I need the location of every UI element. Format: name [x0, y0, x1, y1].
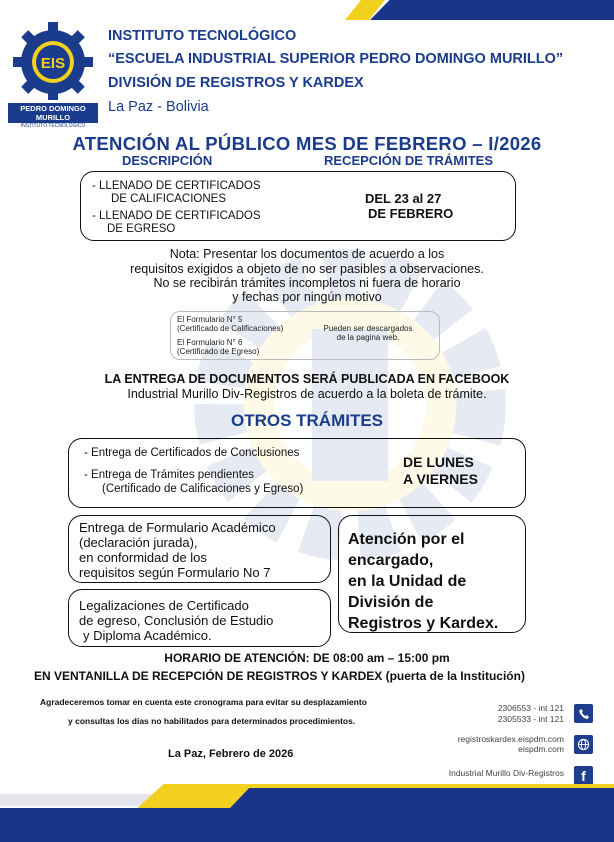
- note-line-4: y fechas por ningún motivo: [232, 290, 382, 304]
- certificate-item-2: - LLENADO DE CERTIFICADOS: [92, 210, 261, 222]
- page-title: ATENCIÓN AL PÚBLICO MES DE FEBRERO – I/2026: [72, 133, 542, 154]
- header-institute: INSTITUTO TECNOLÓGICO: [108, 28, 297, 44]
- logo-band: PEDRO DOMINGO MURILLO: [8, 103, 98, 123]
- logo-subtitle: INSTITUTO TECNOLÓGICO: [20, 123, 86, 129]
- delivery-line-2: Industrial Murillo Div-Registros de acuerdo a la boleta de trámite.: [127, 387, 487, 401]
- note-line-3: No se recibirán trámites incompletos ni fuera de horario: [153, 276, 461, 290]
- certificate-item-1-cont: DE CALIFICACIONES: [111, 193, 227, 205]
- contact-facebook: Industrial Murillo Div-Registros: [448, 768, 564, 778]
- header-school: “ESCUELA INDUSTRIAL SUPERIOR PEDRO DOMINGO MURILLO”: [108, 51, 564, 67]
- column-description: DESCRIPCIÓN: [122, 153, 213, 168]
- header-location: La Paz - Bolivia: [108, 99, 209, 115]
- certificate-item-2-cont: DE EGRESO: [107, 223, 176, 235]
- other-procedures-title: OTROS TRÁMITES: [230, 411, 384, 430]
- facebook-icon: f: [574, 766, 593, 785]
- place-date: La Paz, Febrero de 2026: [168, 748, 294, 760]
- schedule-line-1: HORARIO DE ATENCIÓN: DE 08:00 am – 15:00 pm: [164, 651, 450, 665]
- header-division: DIVISIÓN DE REGISTROS Y KARDEX: [108, 75, 364, 91]
- logo-letters: EIS: [40, 55, 66, 72]
- academic-form-line-4: requisitos según Formulario No 7: [79, 565, 271, 580]
- bottom-blue-bar: [0, 808, 614, 842]
- academic-form-line-2: (declaración jurada),: [79, 535, 198, 550]
- phone-2: 2305533 - int 121: [497, 714, 564, 724]
- academic-form-line-1: Entrega de Formulario Académico: [79, 520, 276, 535]
- bottom-blue-stripe: [230, 788, 614, 808]
- certificate-item-1: - LLENADO DE CERTIFICADOS: [92, 180, 261, 192]
- legalizations-line-1: Legalizaciones de Certificado: [79, 598, 249, 613]
- attention-line-2: encargado,: [348, 552, 434, 569]
- contact-email: registroskardex.eispdm.com: [457, 734, 564, 744]
- contact-web: eispdm.com: [518, 744, 564, 754]
- institution-logo: [8, 22, 98, 129]
- delivery-line-1: LA ENTREGA DE DOCUMENTOS SERÁ PUBLICADA EN FACEBOOK: [104, 372, 510, 386]
- other-item-2-sub: (Certificado de Calificaciones y Egreso): [102, 483, 304, 495]
- top-blue-bar: [370, 0, 614, 20]
- academic-form-line-3: en conformidad de los: [79, 550, 207, 565]
- reception-date-1: DEL 23 al 27: [365, 191, 442, 206]
- form-5-desc: (Certificado de Calificaciones): [177, 324, 284, 333]
- phone-1: 2306553 - int 121: [497, 703, 564, 713]
- schedule-line-2: EN VENTANILLA DE RECEPCIÓN DE REGISTROS Y KARDEX (puerta de la Institución): [34, 669, 525, 683]
- phone-icon: [574, 704, 593, 723]
- days-line-1: DE LUNES: [403, 454, 474, 470]
- download-note-1: Pueden ser descargados: [323, 324, 413, 333]
- thanks-line-2: y consultas los días no habilitados para determinados procedimientos.: [68, 716, 356, 726]
- form-6-label: El Formulario N° 6: [177, 338, 243, 347]
- globe-icon: [574, 735, 593, 754]
- attention-line-1: Atención por el: [348, 531, 465, 548]
- column-reception: RECEPCIÓN DE TRÁMITES: [324, 153, 494, 168]
- legalizations-line-3: y Diploma Académico.: [83, 628, 212, 643]
- legalizations-line-2: de egreso, Conclusión de Estudio: [79, 613, 274, 628]
- days-line-2: A VIERNES: [403, 471, 478, 487]
- other-item-1: - Entrega de Certificados de Conclusiones: [84, 447, 300, 459]
- attention-line-5: Registros y Kardex.: [348, 615, 499, 632]
- attention-line-3: en la Unidad de: [348, 573, 467, 590]
- note-line-1: Nota: Presentar los documentos de acuerdo a los: [169, 247, 445, 261]
- other-item-2: - Entrega de Trámites pendientes: [84, 469, 255, 481]
- thanks-line-1: Agradeceremos tomar en cuenta este cronograma para evitar su desplazamiento: [40, 697, 367, 707]
- form-6-desc: (Certificado de Egreso): [177, 347, 260, 356]
- form-5-label: El Formulario N° 5: [177, 315, 243, 324]
- download-note-2: de la pagina web.: [336, 333, 400, 342]
- attention-line-4: División de: [348, 594, 434, 611]
- reception-date-2: DE FEBRERO: [368, 206, 454, 221]
- note-line-2: requisitos exigidos a objeto de no ser pasibles a observaciones.: [130, 262, 484, 276]
